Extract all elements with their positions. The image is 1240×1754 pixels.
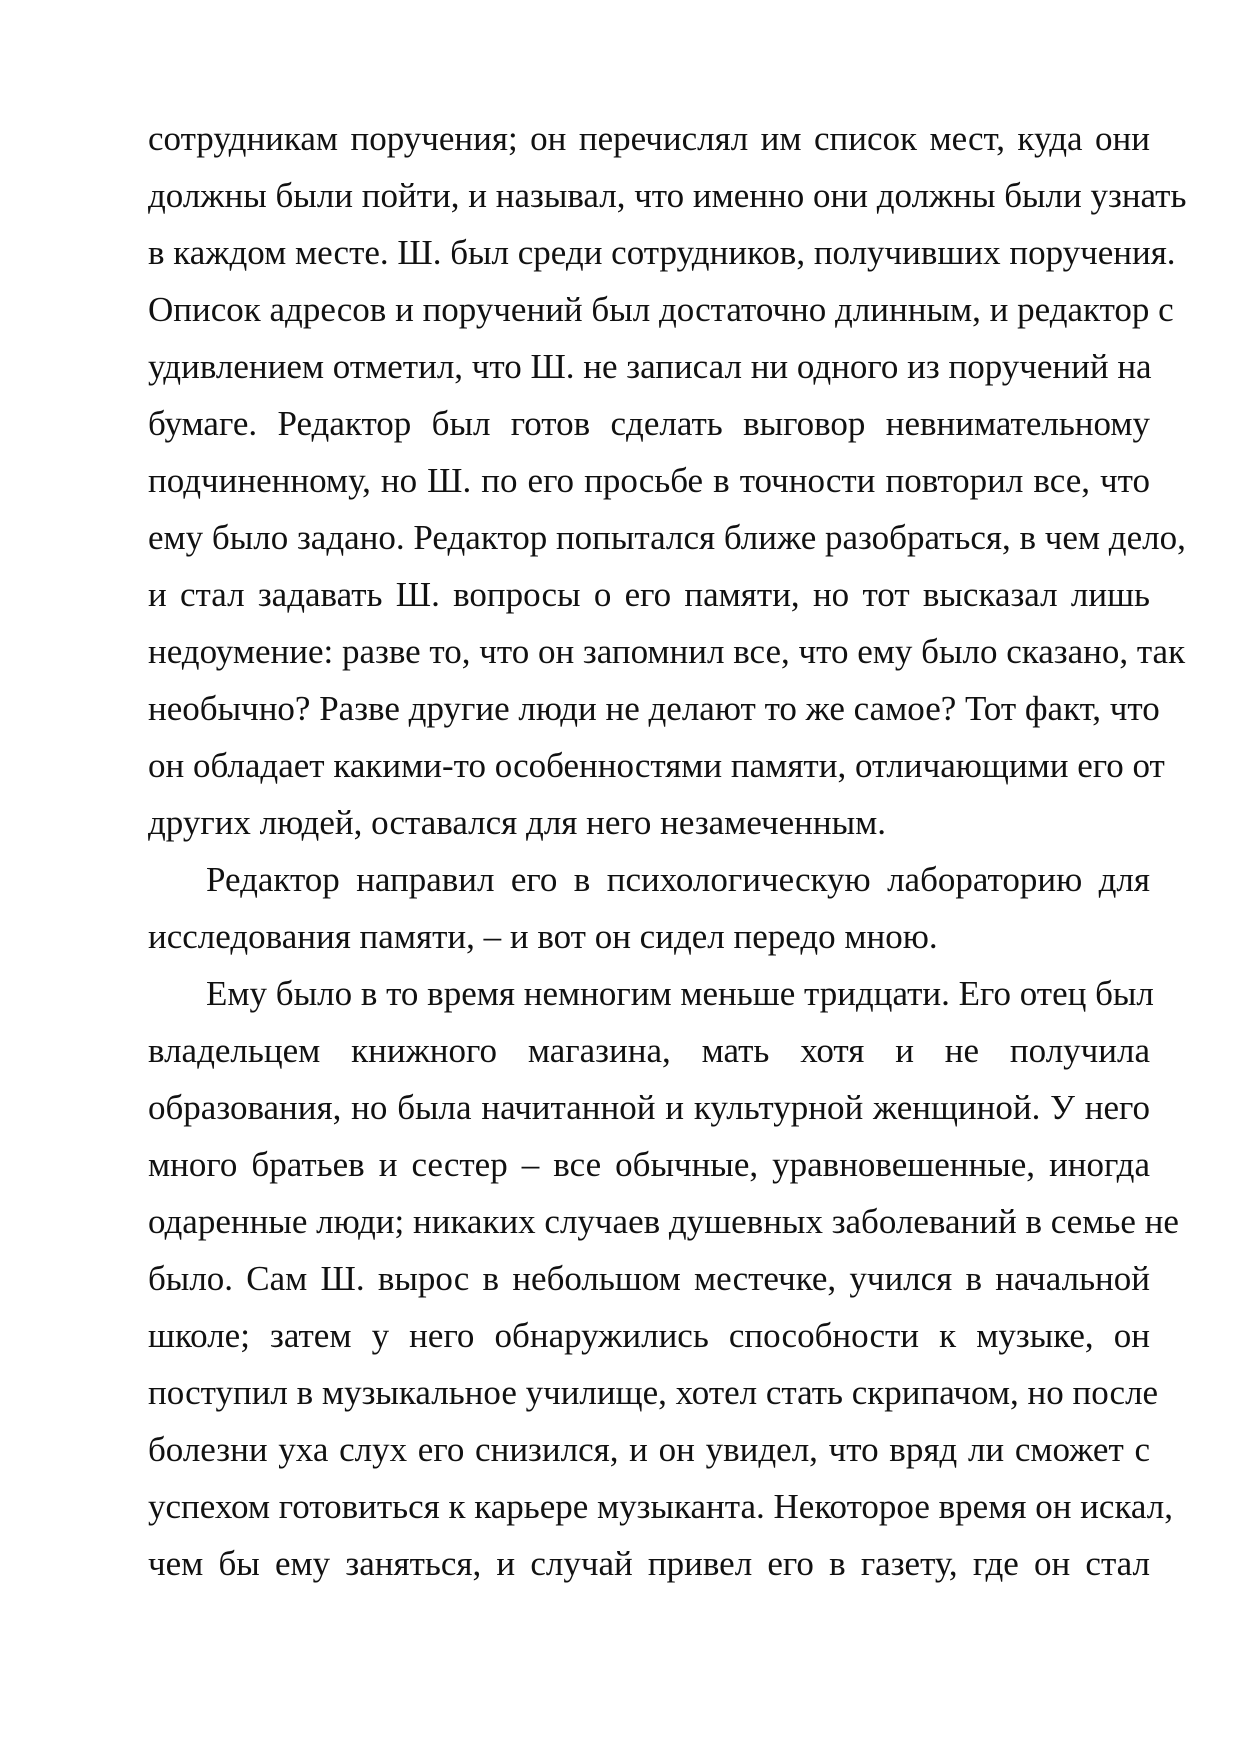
text-line: образования, но была начитанной и культурной женщиной. У него — [148, 1088, 1150, 1127]
text-line: и стал задавать Ш. вопросы о его памяти, но тот высказал лишь — [148, 575, 1150, 614]
text-line: должны были пойти, и называл, что именно они должны были узнать — [148, 176, 1187, 215]
text-line: сотрудникам поручения; он перечислял им список мест, куда они — [148, 119, 1150, 158]
text-line: Описок адресов и поручений был достаточно длинным, и редактор с — [148, 290, 1174, 329]
text-line: владельцем книжного магазина, мать хотя и не получила — [148, 1031, 1150, 1070]
text-line: успехом готовиться к карьере музыканта. Некоторое время он искал, — [148, 1487, 1173, 1526]
paragraph-last-line: других людей, оставался для него незамеченным. — [148, 803, 887, 842]
text-line: школе; затем у него обнаружились способности к музыке, он — [148, 1316, 1150, 1355]
text-line: много братьев и сестер – все обычные, уравновешенные, иногда — [148, 1145, 1150, 1184]
text-line: подчиненному, но Ш. по его просьбе в точности повторил все, что — [148, 461, 1150, 500]
paragraph-first-line: Редактор направил его в психологическую лабораторию для — [206, 860, 1150, 899]
text-line: ему было задано. Редактор попытался ближе разобраться, в чем дело, — [148, 518, 1186, 557]
text-line: необычно? Разве другие люди не делают то же самое? Тот факт, что — [148, 689, 1160, 728]
text-line: было. Сам Ш. вырос в небольшом местечке, учился в начальной — [148, 1259, 1150, 1298]
text-line: поступил в музыкальное училище, хотел стать скрипачом, но после — [148, 1373, 1159, 1412]
text-line: чем бы ему заняться, и случай привел его в газету, где он стал — [148, 1544, 1150, 1583]
text-line: одаренные люди; никаких случаев душевных заболеваний в семье не — [148, 1202, 1179, 1241]
text-line: в каждом месте. Ш. был среди сотрудников, получивших поручения. — [148, 233, 1176, 272]
text-line: бумаге. Редактор был готов сделать выговор невнимательному — [148, 404, 1150, 443]
body-text — [148, 110, 1187, 1592]
text-line: он обладает какими-то особенностями памяти, отличающими его от — [148, 746, 1165, 785]
text-line: недоумение: разве то, что он запомнил все, что ему было сказано, так — [148, 632, 1186, 671]
text-line: болезни уха слух его снизился, и он увидел, что вряд ли сможет с — [148, 1430, 1150, 1469]
text-line: удивлением отметил, что Ш. не записал ни одного из поручений на — [148, 347, 1152, 386]
paragraph-first-line: Ему было в то время немногим меньше тридцати. Его отец был — [206, 974, 1154, 1013]
paragraph-last-line: исследования памяти, – и вот он сидел передо мною. — [148, 917, 938, 956]
